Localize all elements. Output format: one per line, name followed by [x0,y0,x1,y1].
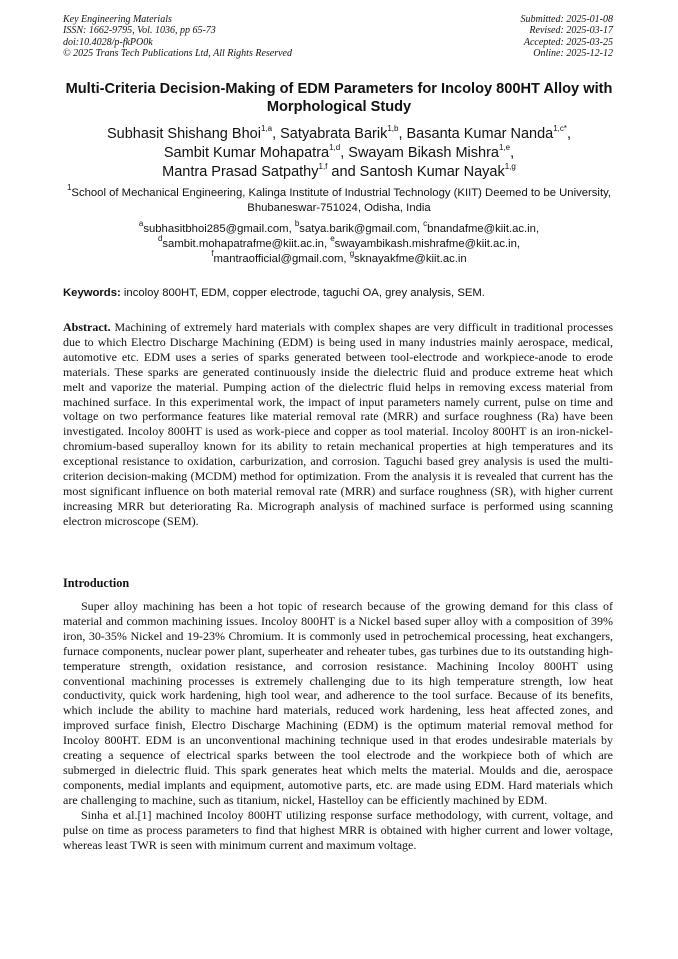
email-link[interactable]: bnandafme@kiit.ac.in [427,223,536,235]
author-name: Satyabrata Barik [280,126,388,142]
online-date: Online: 2025-12-12 [533,48,613,60]
publication-dates [521,14,614,60]
email-link[interactable]: satya.barik@gmail.com [299,223,417,235]
author-name: Swayam Bikash Mishra [348,145,499,161]
email-line: $^f$mantraofficial@gmail.com, $^g$sknayakfme@kiit.ac.in [211,249,467,265]
author-affil-mark: 1,b [387,124,399,134]
author-line: Subhasit Shishang Bhoi$^{1,a}$, Satyabrata Barik$^{1,b}$, Basanta Kumar Nanda$^{1,c*}$, [106,124,572,142]
affiliation [55,183,623,216]
author-name: Santosh Kumar Nayak [359,164,505,180]
section-heading-introduction: Introduction [63,576,130,590]
email-link[interactable]: subhasitbhoi285@gmail.com [143,223,289,235]
author-name: Mantra Prasad Satpathy [162,164,319,180]
introduction-body [63,599,613,852]
author-affil-mark: 1,g [504,162,516,172]
author-list [40,125,638,182]
copyright-line: © 2025 Trans Tech Publications Ltd, All Rights Reserved [63,48,292,60]
paper-title: Multi-Criteria Decision-Making of EDM Parameters for Incoloy 800HT Alloy with Morphological Study [65,81,613,115]
email-link[interactable]: sknayakfme@kiit.ac.in [354,253,467,265]
email-line: $^d$sambit.mohapatrafme@kiit.ac.in, $^e$swayambikash.mishrafme@kiit.ac.in, [157,234,521,250]
author-name: Subhasit Shishang Bhoi [106,126,261,142]
submitted-date: Submitted: 2025-01-08 [520,14,613,25]
author-name: Basanta Kumar Nanda [406,126,554,142]
journal-info [63,14,292,60]
issn-line: ISSN: 1662-9795, Vol. 1036, pp 65-73 [63,25,216,37]
email-link[interactable]: mantraofficial@gmail.com [213,253,344,265]
abstract [63,320,613,529]
author-name: Sambit Kumar Mohapatra [163,145,330,161]
paragraph: Sinha et al.[1] machined Incoloy 800HT utilizing response surface methodology, with current, voltage, and pulse on time as process parameters to find that highest MRR is obtained with higher current and lower voltage, whereas least TWR is seen with minimum current and maximum voltage. [63,807,613,852]
email-line: $^a$subhasitbhoi285@gmail.com, $^b$satya.barik@gmail.com, $^c$bnandafme@kiit.ac.in, [138,219,540,235]
author-affil-mark: 1,a [260,124,273,134]
doi-line: doi:10.4028/p-fkPO0k [63,36,153,48]
email-link[interactable]: swayambikash.mishrafme@kiit.ac.in [334,238,517,250]
affiliation-mark: 1 [66,183,72,193]
abstract-text: Machining of extremely hard materials with complex shapes are very difficult in traditional processes due to which Electro Discharge Machining (EDM) is being used in many industries mainly aerospace, medical, automotive etc. EDM uses a series of sparks generated between tool-electrode and workpiece-anode to erode materials. These sparks are generated continuously inside the dielectric fluid and produce extreme heat which melt and vaporize the material. Pumping action of the dielectric fluid helps in removing excess material from machined surface. In this experimental work, the impact of input parameters namely current, pulse on time and voltage on two performance features like material removal rate (MRR) and surface roughness (Ra) have been investigated. Incoloy 800HT is used as work-piece and copper as tool material. Incoloy 800HT is an iron-nickel-chromium-based superalloy known for its ability to retain mechanical properties at high temperatures and its exceptional resistance to oxidation, carburization, and corrosion. Taguchi based grey analysis is used the multi-criterion decision-making (MCDM) method for optimization. From the analysis it is revealed that current has the most significant influence on both material removal rate (MRR) and surface roughness (SR), with higher current increasing MRR but deteriorating Ra. Micrograph analysis of machined surface is performed using scanning electron microscope (SEM). [63,320,613,528]
author-affil-mark: 1,c* [553,124,568,134]
revised-date: Revised: 2025-03-17 [529,25,613,37]
accepted-date: Accepted: 2025-03-25 [523,36,613,48]
affiliation-text: School of Mechanical Engineering, Kalinga Institute of Industrial Technology (KIIT) Deemed to be University, Bhubaneswar-751024, Odisha, India [71,187,612,214]
author-affil-mark: 1,e [498,143,511,153]
keywords-label: Keywords: [63,287,121,299]
journal-name: Key Engineering Materials [63,14,172,25]
email-link[interactable]: sambit.mohapatrafme@kiit.ac.in [162,238,324,250]
email-list [60,219,618,267]
paragraph: Super alloy machining has been a hot topic of research because of the growing demand for this class of material and common machining issues. Incoloy 800HT is a Nickel based super alloy with a composition of 39% iron, 30-35% Nickel and 19-23% Chromium. It is commonly used in petrochemical processing, heat exchangers, furnace components, nuclear power plant, superheater and reheater tubes, gas turbines due to its outstanding high-temperature strength, oxidation resistance, and corrosion resistance. Machining Incoloy 800HT using conventional machining processes is extremely challenging due to its high temperature strength, low heat conductivity, quick work hardening, high tool wear, and adherence to the tool surface. Because of its benefits, which include the ability to machine hard materials, reduced work hardening, less heat affected zones, and improved surface finish, Electro Discharge Machining (EDM) is the optimum material removal method for Incoloy 800HT. EDM is an unconventional machining technique used in that erodes undesirable materials by creating a sequence of electrical sparks between the tool electrode and the workpiece both of which are submerged in dielectric fluid. This spark generates heat which melts the material. Moulds and die, aerospace components, medial implants and equipment, automotive parts, etc. are made using EDM. Hard materials which are challenging to machine, such as titanium, nickel, Hastelloy can be efficiently machined by EDM. [63,599,613,807]
author-affil-mark: 1,f [318,162,328,172]
author-affil-mark: 1,d [329,143,341,153]
keywords-text: incoloy 800HT, EDM, copper electrode, taguchi OA, grey analysis, SEM. [123,287,485,299]
abstract-label: Abstract. [63,320,111,334]
author-line: Sambit Kumar Mohapatra$^{1,d}$, Swayam Bikash Mishra$^{1,e}$, [163,143,515,161]
keywords [63,286,623,300]
author-line: Mantra Prasad Satpathy$^{1,f}$ and Santosh Kumar Nayak$^{1,g}$ [162,162,516,180]
